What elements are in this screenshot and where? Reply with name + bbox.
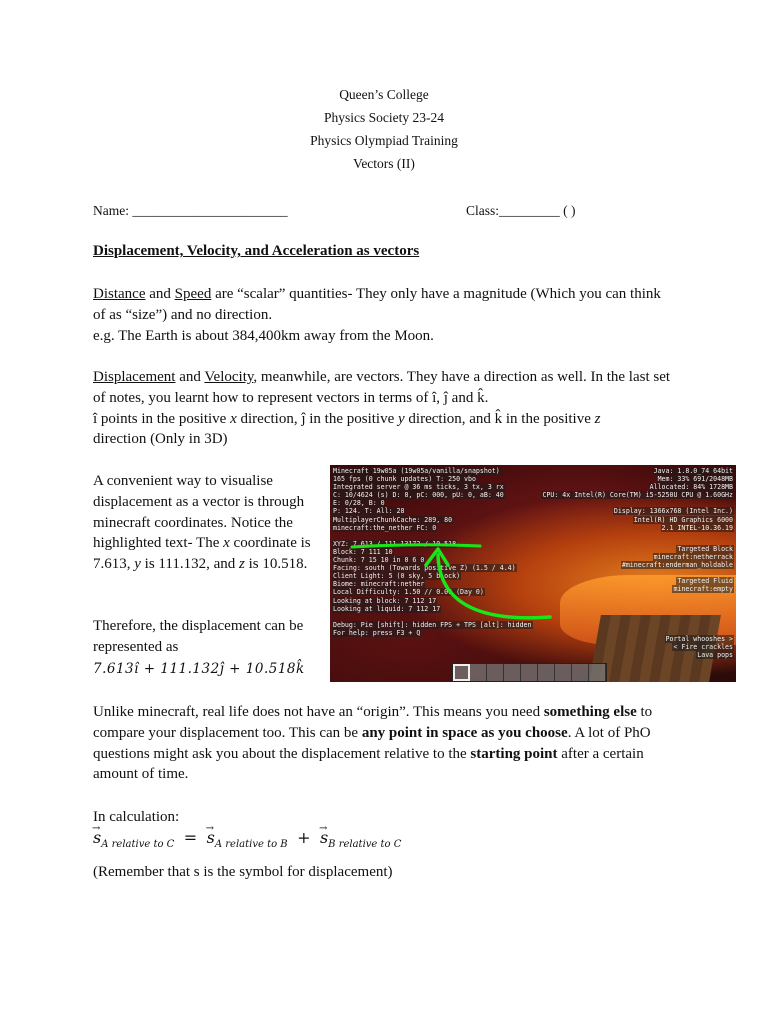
hud-line: 2.1 INTEL-10.36.19 xyxy=(661,523,733,532)
hud-line: minecraft:the_nether FC: 0 xyxy=(333,523,437,532)
hud-line: Integrated server @ 36 ms ticks, 3 tx, 3 rx xyxy=(333,483,504,492)
hud-line: Facing: south (Towards positive Z) (1.5 / 4.4) xyxy=(333,564,516,573)
hud-line: Minecraft 19w05a (19w05a/vanilla/snapshot) xyxy=(333,467,500,475)
displacement-vector-expression: 7.613î + 111.132ĵ + 10.518k̂ xyxy=(93,661,305,677)
highlight-arrow xyxy=(438,555,550,618)
minecraft-paragraph: A convenient way to visualise displacement as a vector is through minecraft coordinates. Notice the highlighted text- The x coordinate is 7.613, y is 111.132, and z is 10.518. xyxy=(93,473,311,573)
origin-paragraph: Unlike minecraft, real life does not have an “origin”. This means you need something else to compare your displacement too. This can be any point in space as you choose. A lot of PhO questions might ask you about the displacement relative to the starting point after a certain amount of time. xyxy=(93,704,653,783)
hud-line: E: 0/28, B: 0 xyxy=(333,499,385,508)
term-displacement: Displacement xyxy=(93,369,176,385)
training-title: Physics Olympiad Training xyxy=(310,133,458,148)
hud-line: Allocated: 84% 1728MB xyxy=(649,483,733,492)
hud-line: Java: 1.8.0_74 64bit xyxy=(653,467,733,475)
hud-line: Client Light: 5 (0 sky, 5 block) xyxy=(333,572,461,581)
hud-line: Portal whooshes > xyxy=(665,635,733,643)
highlight-underline xyxy=(352,545,480,547)
relative-displacement-formula: → $s_{A relative to C}$ = → $s_{A relative to B}$ + → $s_{B relative to C}$ xyxy=(93,828,401,862)
hud-line: Mem: 33% 691/2048MB xyxy=(657,475,733,484)
hud-line: For help: press F3 + Q xyxy=(333,628,421,637)
hud-line: #minecraft:enderman_holdable xyxy=(621,561,733,570)
hud-line: Local Difficulty: 1.50 // 0.00 (Day 0) xyxy=(333,588,484,597)
hud-line: minecraft:netherrack xyxy=(653,553,733,562)
society-name: Physics Society 23-24 xyxy=(324,110,444,125)
term-velocity: Velocity xyxy=(204,369,254,385)
hud-line: Block: 7 111 10 xyxy=(333,547,393,556)
section-heading: Displacement, Velocity, and Acceleration as vectors xyxy=(93,243,420,259)
minecraft-screenshot xyxy=(330,465,736,682)
hud-line: P: 124. T: All: 28 xyxy=(333,507,405,516)
name-field: Name: _______________________ xyxy=(93,203,288,218)
hud-line: minecraft:empty xyxy=(673,585,733,594)
hud-line: MultiplayerChunkCache: 289, 80 xyxy=(333,515,453,524)
hud-line: Looking at liquid: 7 112 17 xyxy=(333,604,441,613)
term-distance: Distance xyxy=(93,286,146,302)
hud-line: Biome: minecraft:nether xyxy=(333,580,425,589)
scalar-paragraph: Distance and Speed are “scalar” quantities- They only have a magnitude (Which you can think of as “size”) and no direction. e.g. The Earth is about 384,400km away from the Moon. xyxy=(93,286,661,344)
term-speed: Speed xyxy=(174,286,212,302)
representation-paragraph: Therefore, the displacement can be represented as xyxy=(93,618,304,655)
hud-line: Debug: Pie [shift]: hidden FPS + TPS [alt]: hidden xyxy=(333,620,532,629)
hud-line: CPU: 4x Intel(R) Core(TM) i5-5250U CPU @ 1.60GHz xyxy=(542,491,733,500)
hud-line: XYZ: 7.613 / 111.13172 / 10.518 xyxy=(333,539,457,548)
hud-line: 165 fps (0 chunk updates) T: 250 vbo xyxy=(333,475,476,484)
vector-paragraph: Displacement and Velocity, meanwhile, are vectors. They have a direction as well. In the last set of notes, you learnt how to represent vectors in terms of î, ĵ and k̂. î points in the positive x direction, ĵ in the positive y direction, and k̂ in the positive z direction (Only in 3D) xyxy=(93,369,671,448)
topic-title: Vectors (II) xyxy=(353,156,415,171)
school-name: Queen’s College xyxy=(339,87,429,102)
hud-line: < Fire crackles xyxy=(673,643,733,652)
hud-line: Intel(R) HD Graphics 6000 xyxy=(633,515,733,524)
hud-line: Targeted Fluid xyxy=(677,577,733,586)
hud-line: Chunk: 7 15 10 in 0 6 0 xyxy=(333,556,425,565)
hud-line: Targeted Block xyxy=(677,545,733,553)
calculation-label: In calculation: xyxy=(93,809,180,825)
hud-line: Looking at block: 7 112 17 xyxy=(333,596,437,605)
displacement-symbol-note: (Remember that s is the symbol for displacement) xyxy=(93,864,393,880)
hud-line: Display: 1366x768 (Intel Inc.) xyxy=(613,507,733,516)
highlight-annotation xyxy=(330,465,736,682)
moon-example: e.g. The Earth is about 384,400km away from the Moon. xyxy=(93,327,434,344)
hud-line: Lava pops xyxy=(697,651,733,660)
class-field: Class:_________ ( ) xyxy=(466,203,576,218)
hud-line: C: 10/4624 (s) D: 8, pC: 000, pU: 0, aB: 40 xyxy=(333,491,504,500)
